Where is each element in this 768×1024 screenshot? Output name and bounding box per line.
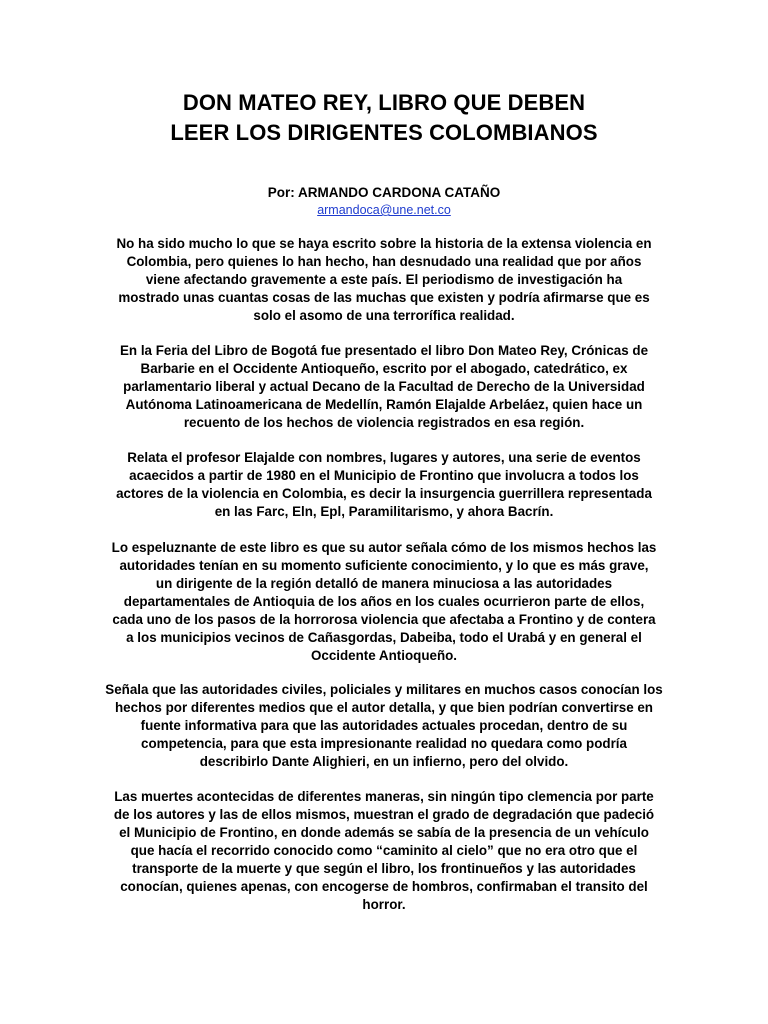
paragraph-line: solo el asomo de una terrorífica realidad.	[253, 308, 515, 323]
paragraph	[100, 681, 668, 771]
title-line: DON MATEO REY, LIBRO QUE DEBEN	[182, 90, 586, 115]
paragraph-line: hechos por diferentes medios que el autor detalla, y que bien podrían convertirse en	[115, 700, 653, 715]
paragraph-line: describirlo Dante Alighieri, en un infierno, pero del olvido.	[199, 754, 569, 769]
paragraph-line: el Municipio de Frontino, en donde además se sabía de la presencia de un vehículo	[119, 825, 649, 840]
paragraph-line: Lo espeluznante de este libro es que su autor señala cómo de los mismos hechos las	[111, 540, 657, 555]
paragraph-line: recuento de los hechos de violencia registrados en esa región.	[183, 415, 585, 430]
paragraph-line: viene afectando gravemente a este país. El periodismo de investigación ha	[145, 272, 623, 287]
paragraph-line: En la Feria del Libro de Bogotá fue presentado el libro Don Mateo Rey, Crónicas de	[119, 343, 649, 358]
paragraph-line: a los municipios vecinos de Cañasgordas, Dabeiba, todo el Urabá y en general el	[126, 630, 642, 645]
paragraph-line: un dirigente de la región detalló de manera minuciosa a las autoridades	[155, 576, 613, 591]
paragraph-line: Occidente Antioqueño.	[310, 648, 458, 663]
title-line: LEER LOS DIRIGENTES COLOMBIANOS	[170, 120, 598, 145]
paragraph-line: transporte de la muerte y que según el libro, los frontinueños y las autoridades	[132, 861, 636, 876]
paragraph	[100, 235, 668, 325]
paragraph-line: autoridades tenían en su momento suficiente conocimiento, y lo que es más grave,	[119, 558, 649, 573]
paragraph-line: Barbarie en el Occidente Antioqueño, escrito por el abogado, catedrático, ex	[140, 361, 628, 376]
paragraph-line: Relata el profesor Elajalde con nombres, lugares y autores, una serie de eventos	[127, 450, 641, 465]
paragraph-line: conocían, quienes apenas, con encogerse de hombros, confirmaban el transito del	[120, 879, 648, 894]
paragraph	[100, 449, 668, 521]
paragraph	[100, 342, 668, 432]
paragraph-line: parlamentario liberal y actual Decano de la Facultad de Derecho de la Universidad	[123, 379, 645, 394]
paragraph-line: cada uno de los pasos de la horrorosa violencia que afectaba a Frontino y de contera	[112, 612, 656, 627]
paragraph-line: Las muertes acontecidas de diferentes maneras, sin ningún tipo clemencia por parte	[114, 789, 654, 804]
paragraph-line: departamentales de Antioquia de los años en los cuales ocurrieron parte de ellos,	[123, 594, 645, 609]
paragraph	[100, 788, 668, 914]
paragraph-line: Señala que las autoridades civiles, policiales y militares en muchos casos conocían los	[105, 682, 663, 697]
paragraph-line: de los autores y las de ellos mismos, muestran el grado de degradación que padeció	[113, 807, 655, 822]
paragraph-line: que hacía el recorrido conocido como “caminito al cielo” que no era otro que el	[130, 843, 638, 858]
author-email	[0, 202, 768, 218]
paragraph-line: Colombia, pero quienes lo han hecho, han desnudado una realidad que por años	[126, 254, 642, 269]
paragraph-line: acaecidos a partir de 1980 en el Municipio de Frontino que involucra a todos los	[129, 468, 639, 483]
author-email-link[interactable]: armandoca@une.net.co	[317, 203, 451, 217]
paragraph-line: No ha sido mucho lo que se haya escrito sobre la historia de la extensa violencia en	[116, 236, 652, 251]
article-title	[0, 88, 768, 148]
paragraph	[100, 539, 668, 665]
paragraph-line: Autónoma Latinoamericana de Medellín, Ramón Elajalde Arbeláez, quien hace un	[125, 397, 643, 412]
paragraph-line: mostrado unas cuantas cosas de las muchas que existen y podría afirmarse que es	[118, 290, 650, 305]
author-byline: Por: ARMANDO CARDONA CATAÑO	[267, 185, 501, 200]
paragraph-line: en las Farc, Eln, Epl, Paramilitarismo, y ahora Bacrín.	[214, 504, 554, 519]
paragraph-line: actores de la violencia en Colombia, es decir la insurgencia guerrillera representada	[116, 486, 652, 501]
paragraph-line: fuente informativa para que las autoridades actuales procedan, dentro de su	[140, 718, 628, 733]
paragraph-line: horror.	[362, 897, 406, 912]
paragraph-line: competencia, para que esta impresionante realidad no quedara como podría	[141, 736, 627, 751]
